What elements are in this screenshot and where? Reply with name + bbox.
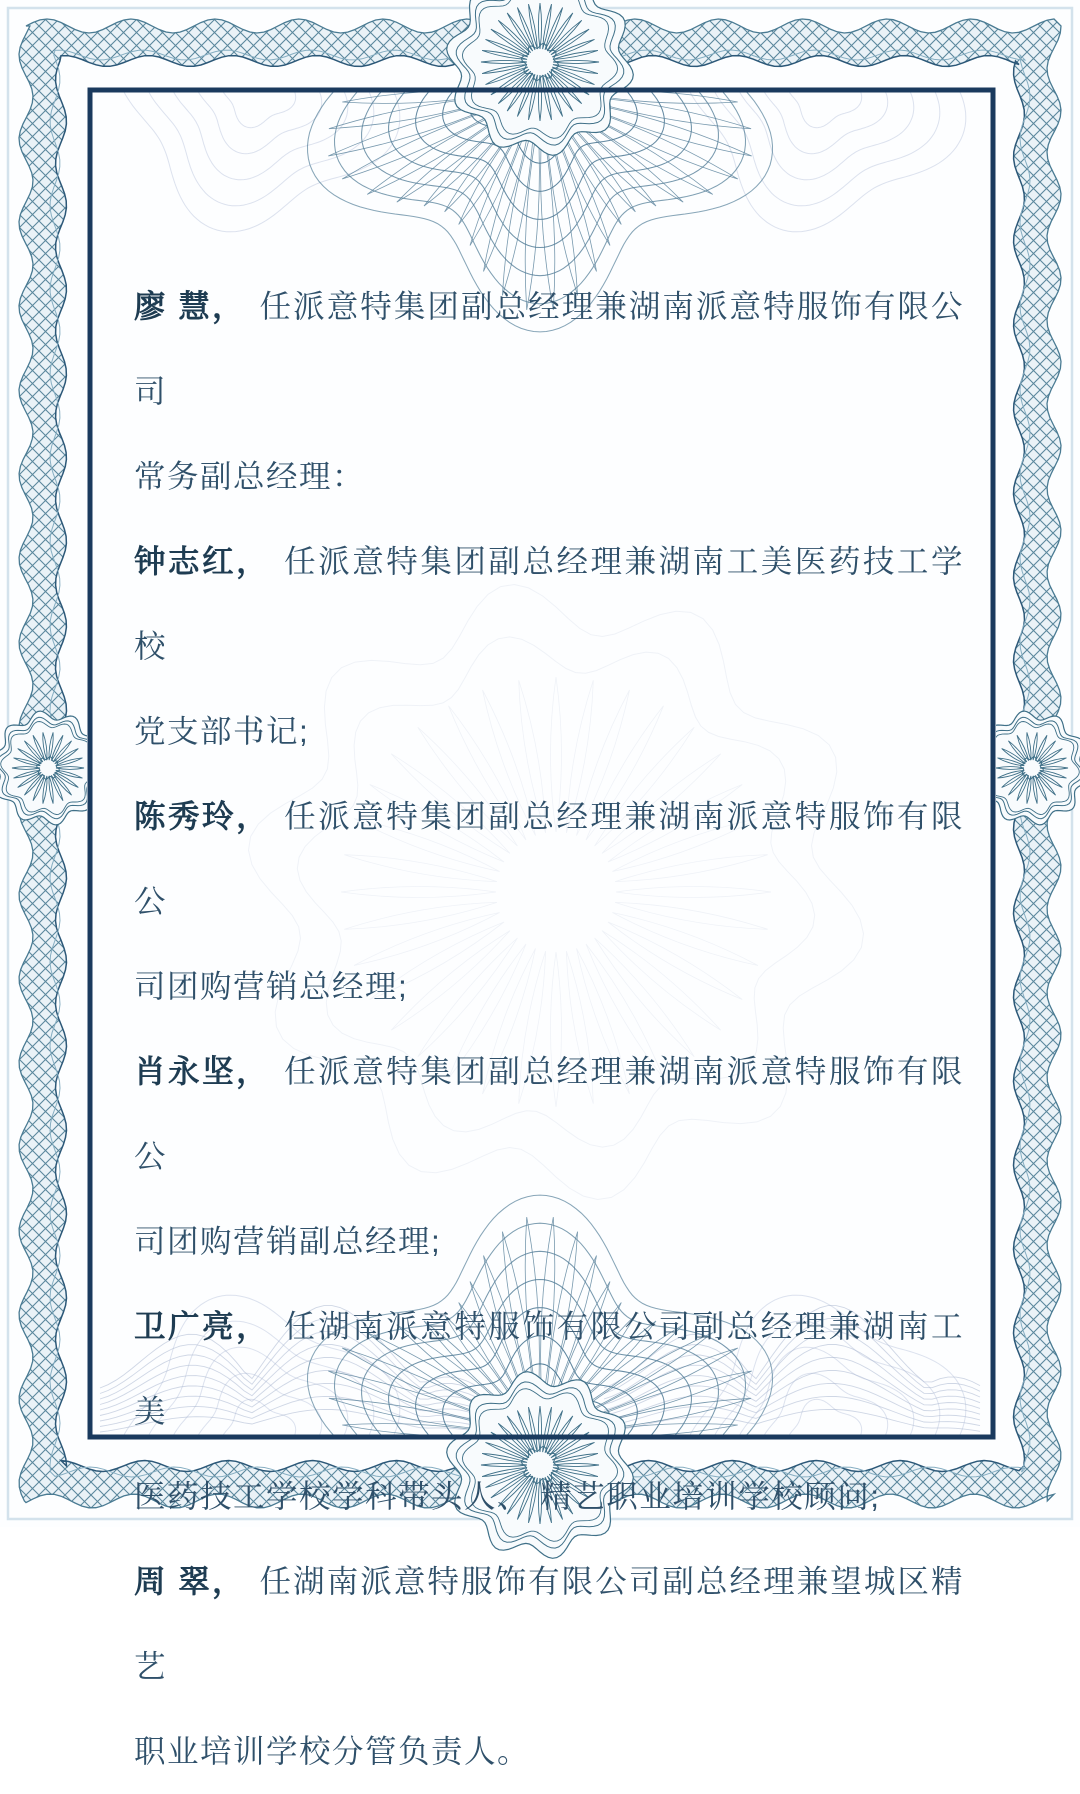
entry-line: [134, 264, 964, 434]
person-title: 任派意特集团副总经理兼湖南派意特服饰有限公: [134, 798, 964, 919]
entry-line: [134, 1539, 964, 1709]
appointment-entry: [134, 774, 964, 1029]
entry-line: [134, 1029, 964, 1199]
person-title: 任派意特集团副总经理兼湖南派意特服饰有限公: [134, 1053, 964, 1174]
person-name: 肖永坚，: [134, 1053, 271, 1089]
appointment-list: [134, 264, 964, 1794]
rosette-top-ornament: [447, 0, 634, 155]
person-title: 任派意特集团副总经理兼湖南工美医药技工学校: [134, 543, 964, 664]
entry-line: 司团购营销总经理;: [134, 968, 409, 1004]
person-name: 周 翠，: [134, 1563, 246, 1599]
entry-line: 司团购营销副总经理;: [134, 1223, 442, 1259]
person-title: 任湖南派意特服饰有限公司副总经理兼望城区精艺: [134, 1563, 964, 1684]
person-name: 陈秀玲，: [134, 798, 271, 834]
entry-line: [134, 1284, 964, 1454]
entry-line: [134, 774, 964, 944]
lace-watermark: [123, 90, 400, 232]
person-title: 任湖南派意特服饰有限公司副总经理兼湖南工美: [134, 1308, 964, 1429]
appointment-entry: [134, 1029, 964, 1284]
person-name: 廖 慧，: [134, 288, 246, 324]
lace-watermark: [689, 90, 966, 232]
appointment-entry: [134, 1539, 964, 1794]
entry-line: 职业培训学校分管负责人。: [134, 1733, 531, 1769]
person-name: 卫广亮，: [134, 1308, 271, 1344]
appointment-entry: [134, 1284, 964, 1539]
entry-line: [134, 519, 964, 689]
person-name: 钟志红，: [134, 543, 271, 579]
appointment-entry: [134, 519, 964, 774]
person-title: 任派意特集团副总经理兼湖南派意特服饰有限公司: [134, 288, 964, 409]
entry-line: 医药技工学校学科带头人、 精艺职业培训学校顾问;: [134, 1478, 881, 1514]
appointment-entry: [134, 264, 964, 519]
entry-line: 常务副总经理：: [134, 458, 366, 494]
entry-line: 党支部书记;: [134, 713, 310, 749]
